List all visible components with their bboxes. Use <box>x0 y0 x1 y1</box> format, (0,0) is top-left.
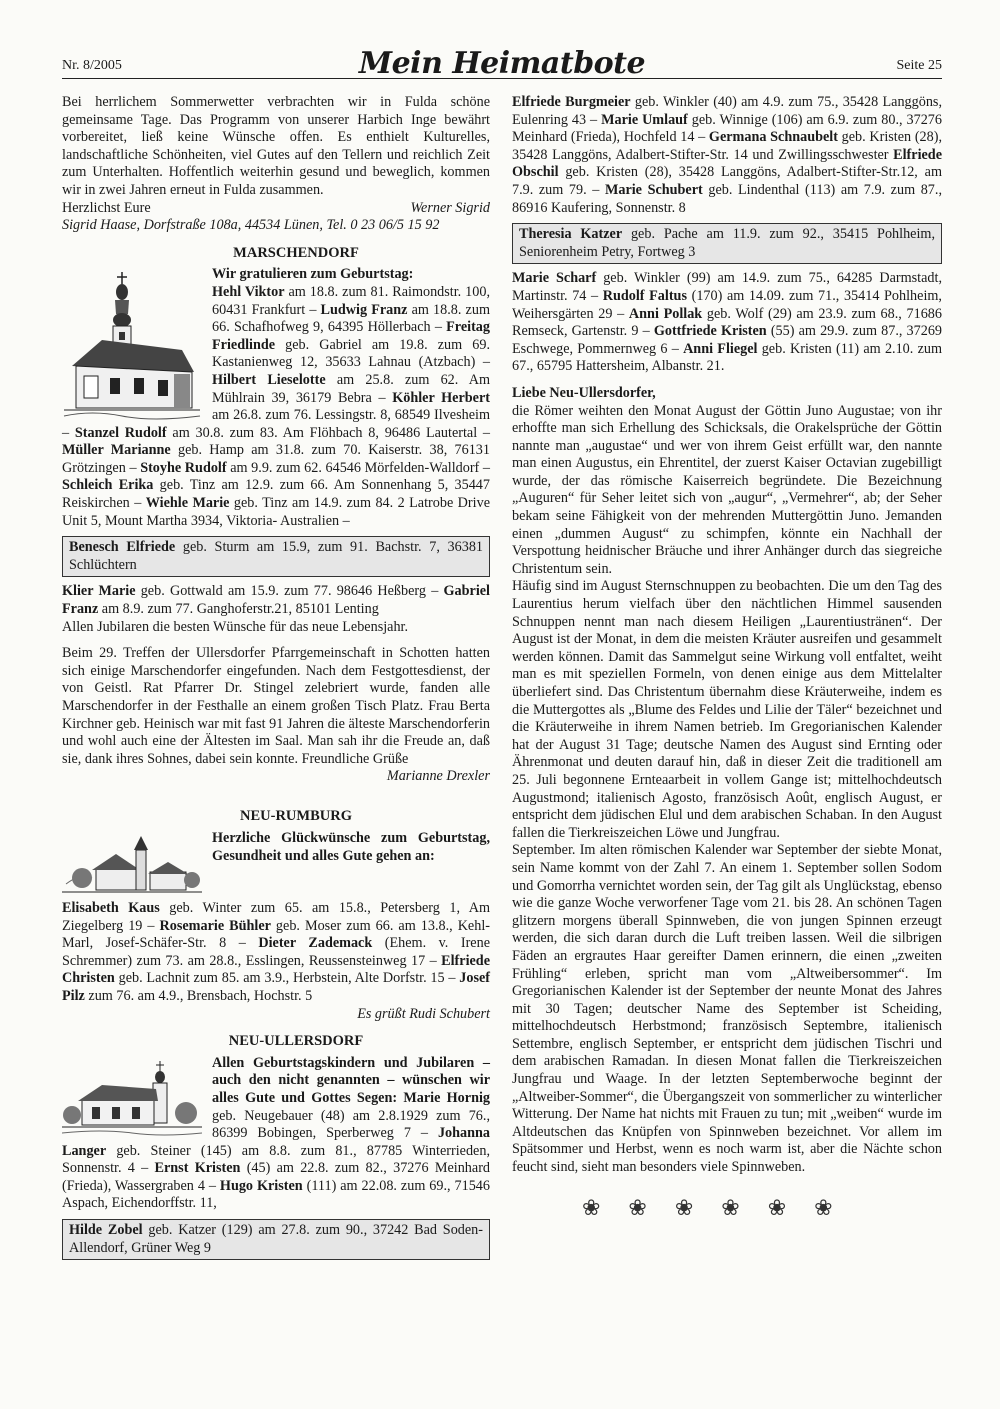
birthday-detail: geb. Gottwald am 15.9. zum 77. 98646 Heßberg – <box>135 583 444 600</box>
birthday-detail: zum 76. am 4.9., Brensbach, Hochstr. 5 <box>84 987 313 1004</box>
birthday-name: Marie Umlauf <box>601 111 688 128</box>
birthday-name: Benesch Elfriede <box>69 539 176 556</box>
birthday-detail: geb. Katzer (129) am 27.8. zum 90., 37242 Bad Soden-Allendorf, Grüner Weg 9 <box>69 1222 484 1256</box>
birthday-name: Marie Hornig <box>403 1089 491 1106</box>
intro-signer: Werner Sigrid <box>410 199 490 216</box>
birthday-detail: geb. Steiner (145) am 8.8. zum 81., 87785 Winterrieden, Sonnenstr. 4 – <box>62 1142 490 1177</box>
birthday-detail: (55) am 29.9. zum 87., 37269 Eschwege, Pommernweg 6 – <box>512 323 943 357</box>
village-illustration <box>62 834 202 898</box>
church-illustration <box>62 270 202 420</box>
intro-signature <box>62 200 490 218</box>
birthday-name: Elfriede Obschil <box>512 146 942 181</box>
birthday-name: Elisabeth Kaus <box>62 899 160 916</box>
birthday-name: Gabriel Franz <box>62 583 490 618</box>
page-header <box>62 46 942 86</box>
letter-paragraph-august: die Römer weihten den Monat August der Göttin Juno Augustae; von ihr erhoffte man sich Erhellung des Schicksals, die Orakelsprüche der Göttin nannte man „augustae“ und wer von ihrem Geist erfüllt war, den nannte man einen Augustus, ein Ehrentitel, der zuerst Kaiser Octavian zugebilligt wurde, der das römische Kaiserreich begründete. Die Bezeichnung „Auguren“ für Seher leitet sich von „augur“, „Vermehrer“, ab; der Seher bekam seine Fähigkeit von der mehrenden Muttergöttin Juno. Jemanden einen „dummen August“ zu schimpfen, könnte ein Nachhall der Verspottung heidnischer Bräuche und ihrer Anhänger durch das siegreiche Christentum sein. <box>512 402 942 577</box>
birthday-name: Dieter Zademack <box>258 935 373 952</box>
birthday-name: Hilbert Lieselotte <box>212 371 326 388</box>
birthday-name: Germana Schnaubelt <box>708 129 838 146</box>
chapel-illustration <box>62 1059 202 1139</box>
section-heading-neu-ullersdorf: NEU-ULLERSDORF <box>228 1033 364 1050</box>
highlight-box-zobel <box>62 1219 490 1260</box>
report-signer: Marianne Drexler <box>386 768 490 785</box>
birthday-name: Josef Pilz <box>62 970 490 1004</box>
birthday-name: Köhler Herbert <box>392 389 490 406</box>
birthday-detail: (45) am 22.8. zum 82., 37276 Meinhard (Frieda), Wassergraben 4 – <box>62 1160 491 1194</box>
birthday-name: Müller Marianne <box>62 442 171 459</box>
birthday-detail: geb. Tinz am 12.9. zum 66. Am Sonnenhang 5, 35447 Reiskirchen – <box>62 477 490 512</box>
birthday-detail: am 18.8. zum 66. Schafhofweg 9, 64395 Höllerbach – <box>212 301 490 336</box>
birthday-name: Anni Pollak <box>628 305 703 322</box>
left-column <box>62 94 490 1266</box>
right-column <box>512 94 943 1220</box>
birthday-name: Johanna Langer <box>62 1125 490 1159</box>
birthday-name: Rosemarie Bühler <box>159 917 271 934</box>
letter-paragraph-september: September. Im alten römischen Kalender war September der siebte Monat, sein Name kommt von der Zahl 7. An einem 1. September sollen Sodom und Gomorrha vernichtet worden sein, der Tag gilt als Unglückstag, ebenso wie die ganze Woche verworfener Tage vom 21. bis 28. An schönen Tagen glitzern morgens überall Spinnweben, die von jungen Spinnen erzeugt werden, die sich daran durch die Luft treiben lassen. Weil die silbrigen Fäden an ergrautes Haar gereifter Damen erinnern, die einen „zweiten Frühling“ erleben, spricht man vom „Altweibersommer“. Im Gregorianischen Kalender ist der September der neunte Monat des Jahres mit 30 Tagen; deutscher Name des September ist Scheiding, mittelhochdeutsch Herbstmond; französisch Septembre, italienisch Settembre, englisch September, er entspricht dem jüdischen Tischri und dem arabischen Ramadan. In diesen Monat fallen die Tierkreiszeichen Jungfrau und Waage. In der letzten Septemberwoche beginnt der „Altweiber-Sommer“, die Übergangszeit von sommerlicher zu winterlicher Witterung. Der Name hat nichts mit Frauen zu tun; mit „weiben“ wurde im Altdeutschen das Knüpfen von Spinnweben bezeichnet. Vor allem im Spätsommer und Herbst, wenn es noch warm ist, aber die Nächte schon feucht sind, sieht man besonders viele Spinnweben. <box>512 842 942 1176</box>
birthday-detail: geb. Kristen (11) am 2.10. zum 67., 65795 Hattersheim, Albanstr. 21. <box>512 340 943 375</box>
neu-ullersdorf-lead: Allen Geburtstagskindern und Jubilaren – auch den nicht genannten – wünschen wir alles Gute und Gottes Segen: <box>212 1054 490 1106</box>
birthday-name: Hehl Viktor <box>212 283 285 300</box>
birthday-detail: geb. Neugebauer (48) am 2.8.1929 zum 76., 86399 Bobingen, Sperberweg 7 – <box>212 1107 490 1142</box>
birthday-detail: geb. Lindenthal (113) am 7.9. zum 87., 86916 Kaufering, Sonnenstr. 8 <box>512 181 942 216</box>
birthday-detail: (170) am 14.09. zum 71., 35414 Pohlheim, Weihersgärten 29 – <box>512 287 942 322</box>
birthday-name: Marie Schubert <box>604 181 703 198</box>
birthday-detail: geb. Lachnit zum 85. am 3.9., Herbstein, Alte Dorfstr. 15 – <box>114 970 460 987</box>
birthday-detail: (Ehem. v. Irene Schremmer) zum 73. am 28.8., Esslingen, Reussensteinweg 17 – <box>62 935 490 969</box>
birthday-detail: geb. Winkler (99) am 14.9. zum 75., 64285 Darmstadt, Martinstr. 74 – <box>512 270 943 304</box>
neu-rumburg-signer: Es grüßt Rudi Schubert <box>357 1005 490 1022</box>
birthday-name: Theresia Katzer <box>519 226 623 243</box>
intro-paragraph: Bei herrlichem Sommerwetter verbrachten wir in Fulda schöne gemeinsame Tage. Das Programm von unserer Harbich Inge bewährt vorbereitet, ließ keine Wünsche offen. Es enthielt Kulturelles, landschaftliche Schönheiten, viel Gutes auf den Tellern und reichlich Zeit zum Unterhalten. Hoffentlich weiterhin gesund und beweglich, kommen wir in zwei Jahren erneut in Fulda zusammen. <box>62 94 490 198</box>
intro-address: Sigrid Haase, Dorfstraße 108a, 44534 Lünen, Tel. 0 23 06/5 15 92 <box>62 217 440 234</box>
birthday-detail: geb. Kristen (28), 35428 Langgöns, Adalbert-Stifter-Str. 14 und Zwillingsschwester <box>512 129 943 163</box>
birthday-detail: geb. Pache am 11.9. zum 92., 35415 Pohlheim, Seniorenheim Petry, Fortweg 3 <box>519 226 935 260</box>
birthday-detail: am 9.9. zum 62. 64546 Mörfelden-Walldorf – <box>226 459 491 476</box>
section-heading-neu-rumburg: NEU-RUMBURG <box>240 808 352 825</box>
birthday-name: Ernst Kristen <box>154 1160 241 1177</box>
birthday-detail: geb. Winkler (40) am 4.9. zum 75., 35428 Langgöns, Eulenring 43 – <box>512 94 942 128</box>
birthday-name: Hilde Zobel <box>69 1222 143 1239</box>
birthday-name: Klier Marie <box>62 583 136 600</box>
birthday-detail: am 26.8. zum 76. Lessingstr. 8, 68549 Ilvesheim – <box>62 407 490 441</box>
birthday-detail: am 8.9. zum 77. Ganghoferstr.21, 85101 Lenting <box>98 601 379 618</box>
birthday-name: Stanzel Rudolf <box>74 424 167 441</box>
birthday-detail: am 18.8. zum 81. Raimondstr. 100, 60431 Frankfurt – <box>212 283 490 318</box>
marschendorf-report: Beim 29. Treffen der Ullersdorfer Pfarrgemeinschaft in Schotten hatten sich einige Marschendorfer eingefunden. Nach dem Festgottesdienst, der von Geistl. Rat Pfarrer Dr. Stingel zelebriert wurde, fanden alle Marschendorfer in der Festhalle an einem großen Tisch Platz. Frau Berta Kirchner geb. Heinisch war mit fast 91 Jahren die älteste Marschendorferin und wohl auch eine der Ältesten im Saal. Man sah ihr die Freude an, daß sie, dank ihres Sohnes, dabei sein konnte. Freundliche Grüße Marianne Drexler <box>62 645 490 785</box>
birthday-detail: geb. Sturm am 15.9, zum 91. Bachstr. 7, 36381 Schlüchtern <box>69 539 484 573</box>
birthday-name: Wiehle Marie <box>145 495 230 512</box>
birthday-detail: am 25.8. zum 62. Am Mühlrain 39, 36179 Bebra – <box>212 371 490 406</box>
birthday-detail: geb. Moser zum 66. am 13.8., Kehl-Marl, Josef-Schäfer-Str. 8 – <box>62 917 490 952</box>
marschendorf-lead: Wir gratulieren zum Geburtstag: <box>212 266 414 283</box>
highlight-box-benesch <box>62 536 490 577</box>
marschendorf-wish: Allen Jubilaren die besten Wünsche für das neue Lebensjahr. <box>62 618 409 635</box>
birthday-detail: geb. Kristen (28), 35428 Langgöns, Adalbert-Stifter-Str.12, am 7.9. zum 79. – <box>512 164 942 198</box>
birthday-name: Schleich Erika <box>62 477 154 494</box>
birthday-detail: geb. Gabriel am 19.8. zum 69. Kastanienweg 12, 35633 Lahnau (Atzbach) – <box>212 336 490 371</box>
header-rule <box>62 78 942 79</box>
birthday-detail: (111) am 22.08. zum 69., 71546 Aspach, Eichendorffstr. 11, <box>62 1177 490 1212</box>
birthday-name: Elfriede Burgmeier <box>512 94 631 110</box>
letter-paragraph-stars: Häufig sind im August Sternschnuppen zu beobachten. Die um den Tag des Laurentius herum vielfach über den nächtlichen Himmel sausenden Schnuppen nennt man nach diesem Heiligen „Laurentiustränen“. Der August ist der Monat, in dem die meisten Kräuter ausreifen und gesammelt werden können. Damit das Sammelgut seine Wirkung voll entfaltet, weiht man es mit speziellen Formeln, von denen einige aus dem Mittelalter überliefert sind. Das Christentum übernahm diese Kräuterweihe, indem es die Muttergottes als „Blume des Feldes und Lilie der Täler“ bezeichnet und die Kräuterweihe in ihrem Namen betrieb. Im Gregorianischen Kalender hat der August 31 Tage; deutsche Namen des August sind Ernting oder Ährenmonat und deuten darauf hin, daß in dieser Zeit die traditionell am 25. Juli begonnene Ernteaarbeit in vollem Gange ist; mittelhochdeutsch Augustmond; italienisch Agosto, französisch Août, englisch August, er entspricht dem jüdischen Elul und dem arabischen Schaban. In den August fallen die Tierkreiszeichen Löwe und Jungfrau. <box>512 578 942 841</box>
neu-rumburg-lead: Herzliche Glückwünsche zum Geburtstag, Gesundheit und alles Gute gehen an: <box>212 829 490 864</box>
birthday-name: Hugo Kristen <box>219 1177 303 1194</box>
birthday-name: Marie Scharf <box>512 270 597 287</box>
flower-ornament: ❀❀❀❀❀❀ <box>582 1194 861 1220</box>
birthday-detail: geb. Winter zum 65. am 15.8., Petersberg 1, Am Ziegelberg 19 – <box>62 899 490 934</box>
birthday-name: Rudolf Faltus <box>602 287 687 304</box>
highlight-box-katzer <box>512 223 942 264</box>
birthday-name: Gottfriede Kristen <box>653 323 767 340</box>
intro-greeting: Herzlichst Eure <box>62 199 151 216</box>
birthday-detail: geb. Winnige (106) am 6.9. zum 80., 37276 Meinhard (Frieda), Hochfeld 14 – <box>512 111 942 146</box>
page-number: Seite 25 <box>896 58 942 73</box>
birthday-detail: geb. Hamp am 31.8. zum 70. Kaiserstr. 38, 76131 Grötzingen – <box>62 442 490 476</box>
letter-heading: Liebe Neu-Ullersdorfer, <box>512 384 656 401</box>
birthday-name: Stoyhe Rudolf <box>140 459 227 476</box>
birthday-detail: geb. Wolf (29) am 23.9. zum 68., 71686 Remseck, Gartenstr. 9 – <box>512 305 942 340</box>
birthday-name: Anni Fliegel <box>683 340 758 357</box>
issue-number: Nr. 8/2005 <box>62 58 122 73</box>
section-heading-marschendorf: MARSCHENDORF <box>233 244 359 261</box>
birthday-detail: am 30.8. zum 83. Am Flöhbach 8, 96486 Lautertal – <box>166 424 491 441</box>
birthday-name: Ludwig Franz <box>320 301 408 318</box>
birthday-name: Elfriede Christen <box>62 952 490 987</box>
masthead-title: Mein Heimatbote <box>358 46 646 81</box>
birthday-detail: geb. Tinz am 14.9. zum 84. 2 Latrobe Drive Unit 5, Mount Martha 3934, Viktoria- Australien – <box>62 495 490 529</box>
birthday-name: Freitag Friedlinde <box>212 319 490 353</box>
